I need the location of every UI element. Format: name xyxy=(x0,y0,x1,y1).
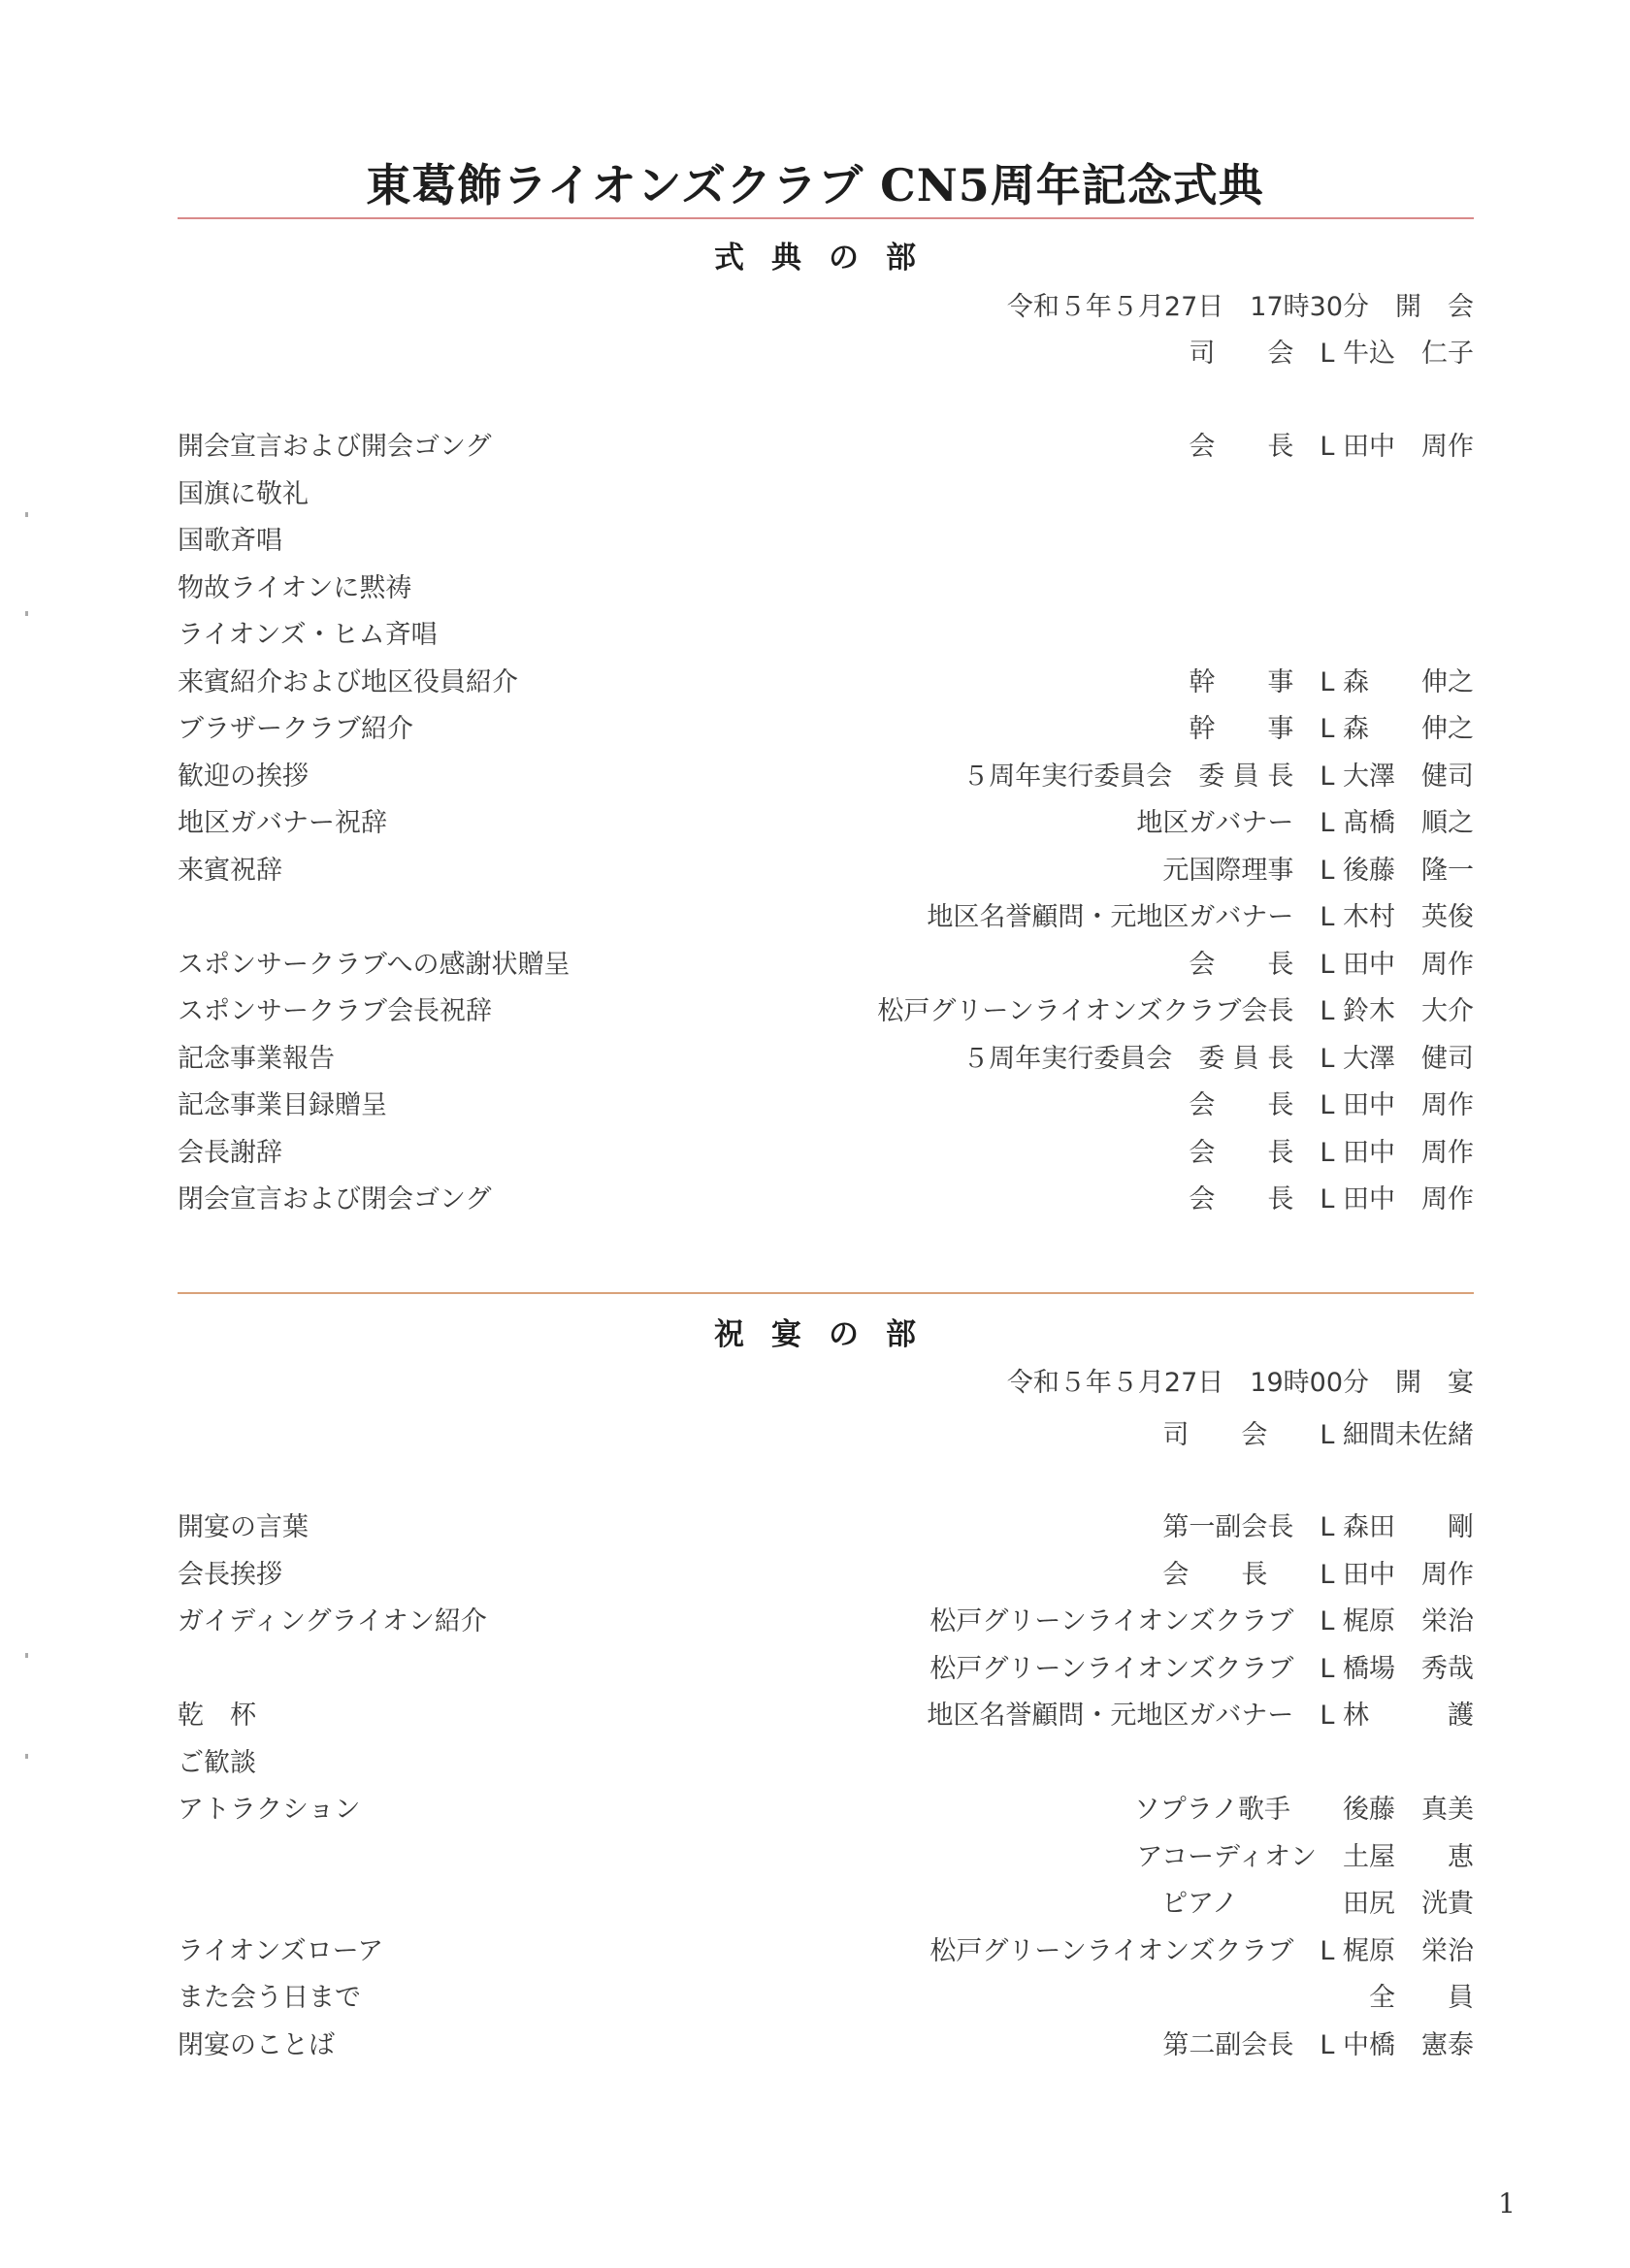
program-role: 幹 事 L 森 伸之 xyxy=(1189,666,1474,697)
program-row xyxy=(178,616,1474,655)
program-row xyxy=(178,1556,1474,1595)
program-role: ソプラノ歌手 後藤 真美 xyxy=(1133,1795,1474,1825)
program-role: 会 長 L 田中 周作 xyxy=(1189,1137,1474,1168)
program-role: 地区ガバナー L 髙橋 順之 xyxy=(1136,808,1474,838)
scan-speck xyxy=(25,1653,28,1658)
program-row xyxy=(178,946,1474,985)
program-role: 会 長 L 田中 周作 xyxy=(1189,1090,1474,1120)
page-title: 東葛飾ライオンズクラブ CN5周年記念式典 xyxy=(366,159,1264,211)
program-row xyxy=(178,1508,1474,1547)
program-role: 松戸グリーンライオンズクラブ L 橋場 秀哉 xyxy=(929,1653,1474,1684)
program-row xyxy=(178,1086,1474,1125)
program-row xyxy=(178,664,1474,702)
program-row xyxy=(178,898,1474,937)
program-role: 松戸グリーンライオンズクラブ L 梶原 栄治 xyxy=(929,1606,1474,1636)
program-item: 閉宴のことば xyxy=(178,2029,335,2060)
program-item: ご歓談 xyxy=(178,1747,256,1778)
program-row xyxy=(178,1697,1474,1735)
ceremony-mc: 司 会 L 牛込 仁子 xyxy=(1189,339,1474,369)
program-item: アトラクション xyxy=(178,1795,361,1825)
program-row xyxy=(178,1885,1474,1924)
program-item: 会長謝辞 xyxy=(178,1137,282,1168)
program-role: 地区名誉顧問・元地区ガバナー L 林 護 xyxy=(927,1701,1474,1731)
program-row xyxy=(178,1134,1474,1173)
program-item: 記念事業報告 xyxy=(178,1043,335,1074)
program-item: また会う日まで xyxy=(178,1983,361,2013)
program-row xyxy=(178,569,1474,608)
program-item: ブラザークラブ紹介 xyxy=(178,714,413,744)
program-row xyxy=(178,428,1474,467)
banquet-datetime: 令和５年５月27日 19時00分 開 宴 xyxy=(1006,1368,1474,1398)
program-item: ガイディングライオン紹介 xyxy=(178,1606,487,1636)
program-row xyxy=(178,1932,1474,1971)
program-item: スポンサークラブ会長祝辞 xyxy=(178,996,492,1026)
program-row xyxy=(178,1791,1474,1830)
program-role: 会 長 L 田中 周作 xyxy=(1189,432,1474,462)
program-role: 松戸グリーンライオンズクラブ会長 L 鈴木 大介 xyxy=(877,996,1474,1026)
scan-speck xyxy=(25,1754,28,1759)
program-item: 物故ライオンに黙祷 xyxy=(178,572,412,603)
program-item: ライオンズローア xyxy=(178,1935,384,1966)
program-row xyxy=(178,1838,1474,1877)
program-role: 地区名誉顧問・元地区ガバナー L 木村 英俊 xyxy=(927,902,1474,932)
page-number: 1 xyxy=(1498,2187,1516,2219)
program-row xyxy=(178,1650,1474,1689)
program-item: 記念事業目録贈呈 xyxy=(178,1090,387,1120)
program-role: 全 員 xyxy=(1369,1983,1474,2013)
program-item: 会長挨拶 xyxy=(178,1559,282,1590)
program-role: 会 長 L 田中 周作 xyxy=(1189,949,1474,980)
program-item: 国歌斉唱 xyxy=(178,526,282,556)
program-item: 歓迎の挨拶 xyxy=(178,761,309,792)
program-row xyxy=(178,1040,1474,1079)
program-item: 国旗に敬礼 xyxy=(178,478,309,509)
program-row xyxy=(178,758,1474,796)
banquet-heading: 祝宴の部 xyxy=(714,1317,943,1352)
ceremony-heading: 式典の部 xyxy=(714,241,943,275)
program-role: ５周年実行委員会 委 員 長 L 大澤 健司 xyxy=(962,761,1474,792)
banquet-mc: 司 会 L 細間未佐緒 xyxy=(1162,1420,1474,1450)
program-role: 元国際理事 L 後藤 隆一 xyxy=(1162,855,1474,886)
scan-speck xyxy=(25,512,28,517)
program-row xyxy=(178,992,1474,1031)
program-role: 幹 事 L 森 伸之 xyxy=(1189,714,1474,744)
program-row xyxy=(178,475,1474,514)
program-item: 閉会宣言および閉会ゴング xyxy=(178,1184,492,1215)
program-row xyxy=(178,804,1474,843)
program-item: ライオンズ・ヒム斉唱 xyxy=(178,620,438,650)
program-row xyxy=(178,1181,1474,1219)
program-item: 乾 杯 xyxy=(178,1701,256,1731)
program-row xyxy=(178,852,1474,891)
scan-speck xyxy=(25,611,28,616)
title-divider xyxy=(178,217,1474,219)
program-item: 開会宣言および開会ゴング xyxy=(178,432,492,462)
program-role: 松戸グリーンライオンズクラブ L 梶原 栄治 xyxy=(929,1935,1474,1966)
program-item: スポンサークラブへの感謝状贈呈 xyxy=(178,949,570,980)
program-item: 来賓紹介および地区役員紹介 xyxy=(178,666,518,697)
program-row xyxy=(178,710,1474,749)
program-item: 来賓祝辞 xyxy=(178,855,282,886)
program-item: 地区ガバナー祝辞 xyxy=(178,808,387,838)
program-item: 開宴の言葉 xyxy=(178,1512,309,1542)
program-row xyxy=(178,2026,1474,2065)
program-role: 第一副会長 L 森田 剛 xyxy=(1162,1512,1474,1542)
program-role: 会 長 L 田中 周作 xyxy=(1162,1559,1474,1590)
program-row xyxy=(178,522,1474,561)
program-row xyxy=(178,1603,1474,1641)
program-row xyxy=(178,1744,1474,1783)
program-role: ５周年実行委員会 委 員 長 L 大澤 健司 xyxy=(962,1043,1474,1074)
program-role: アコーディオン 土屋 恵 xyxy=(1136,1841,1474,1872)
section-divider xyxy=(178,1292,1474,1294)
program-role: ピアノ 田尻 洸貴 xyxy=(1161,1889,1474,1919)
program-role: 会 長 L 田中 周作 xyxy=(1189,1184,1474,1215)
ceremony-datetime: 令和５年５月27日 17時30分 開 会 xyxy=(1006,292,1474,322)
program-row xyxy=(178,1979,1474,2018)
program-role: 第二副会長 L 中橋 憲泰 xyxy=(1162,2029,1474,2060)
